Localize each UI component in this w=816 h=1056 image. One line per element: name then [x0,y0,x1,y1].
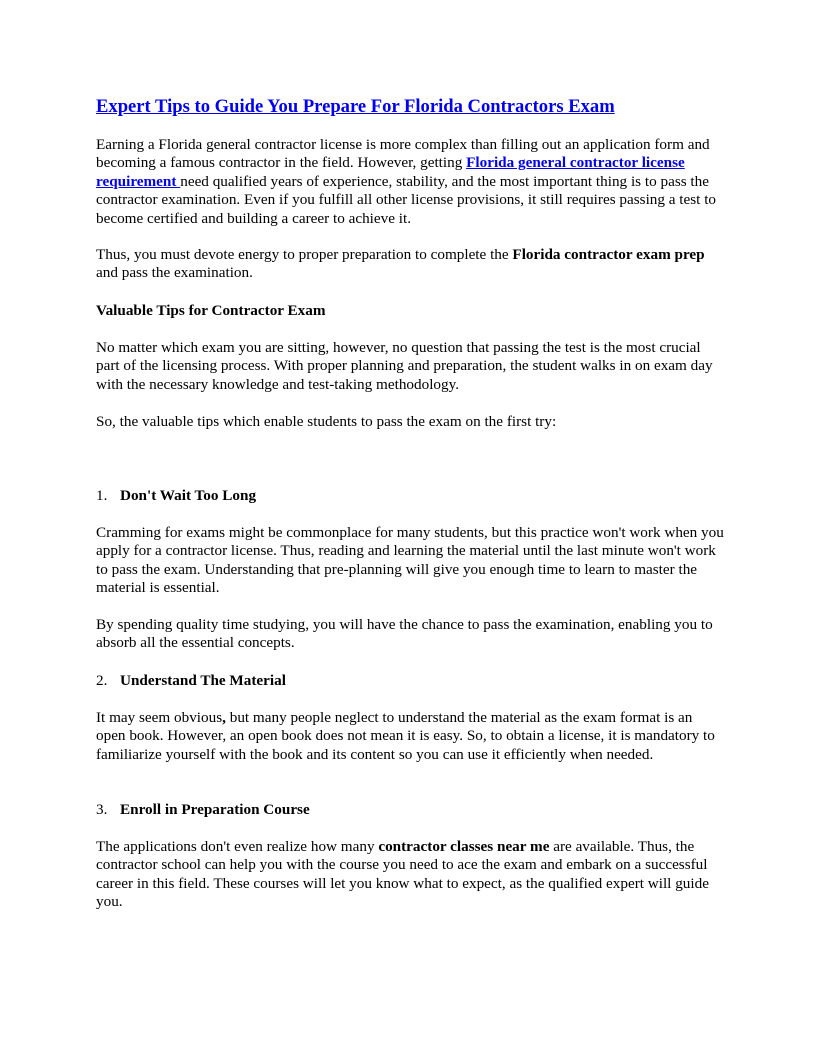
tip-1-paragraph-2: By spending quality time studying, you will have the chance to pass the examination, enabling you to absorb all the essential concepts. [96,616,713,652]
license-requirement-link[interactable]: Florida general contractor license requirement [96,154,685,190]
tip-1-title: Don't Wait Too Long [120,487,257,504]
tips-lead-paragraph: So, the valuable tips which enable students to pass the exam on the first try: [96,413,557,430]
tip-1-paragraph-1: Cramming for exams might be commonplace for many students, but this practice won't work when you apply for a contractor license. Thus, reading and learning the material until the last minute won't work to pass the exam. Understanding that pre-planning will give you enough time to learn to master the material is essential. [96,524,724,597]
tip-2-number: 2. [96,672,108,689]
tip-1-heading [96,487,724,505]
intro-paragraph-2 [96,246,724,283]
tip-2-title: Understand The Material [120,672,286,689]
tip-3-heading [96,801,724,819]
tip-3-title: Enroll in Preparation Course [120,801,310,818]
tip-2-text-a: It may seem obvious [96,709,223,726]
tip-2-heading [96,672,724,690]
tip-2-bold-comma: , [222,709,226,726]
contractor-classes-bold: contractor classes near me [378,838,550,855]
intro2-text-a: Thus, you must devote energy to proper preparation to complete the [96,246,513,263]
tip-2-text-b: but many people neglect to understand the material as the exam format is an open book. However, an open book does not mean it is easy. So, to obtain a license, it is mandatory to familiarize yourself with the book and its content so you can use it efficiently when needed. [96,709,715,763]
tips-heading: Valuable Tips for Contractor Exam [96,302,326,319]
intro-text-a: Earning a Florida general contractor license is more complex than filling out an application form and becoming a famous contractor in the field. However, getting [96,136,710,172]
tip-2-paragraph [96,709,724,764]
tip-3-text-a: The applications don't even realize how many [96,838,379,855]
exam-prep-bold: Florida contractor exam prep [512,246,705,263]
tip-3-paragraph [96,838,724,912]
page-title[interactable]: Expert Tips to Guide You Prepare For Florida Contractors Exam [96,96,615,117]
tip-3-number: 3. [96,801,108,818]
intro-text-b: need qualified years of experience, stability, and the most important thing is to pass the contractor examination. Even if you fulfill all other license provisions, it still requires passing a test to become certified and building a career to achieve it. [96,172,717,227]
intro2-text-b: and pass the examination. [96,264,253,282]
intro-paragraph-1 [96,136,724,228]
tips-intro-paragraph: No matter which exam you are sitting, however, no question that passing the test is the most crucial part of the licensing process. With proper planning and preparation, the student walks in on exam day with the necessary knowledge and test-taking methodology. [96,339,713,393]
tip-3-text-b: are available. Thus, the contractor school can help you with the course you need to ace the exam and embark on a successful career in this field. These courses will let you know what to expect, as the qualified expert will guide you. [96,838,709,911]
tip-1-number: 1. [96,487,108,504]
